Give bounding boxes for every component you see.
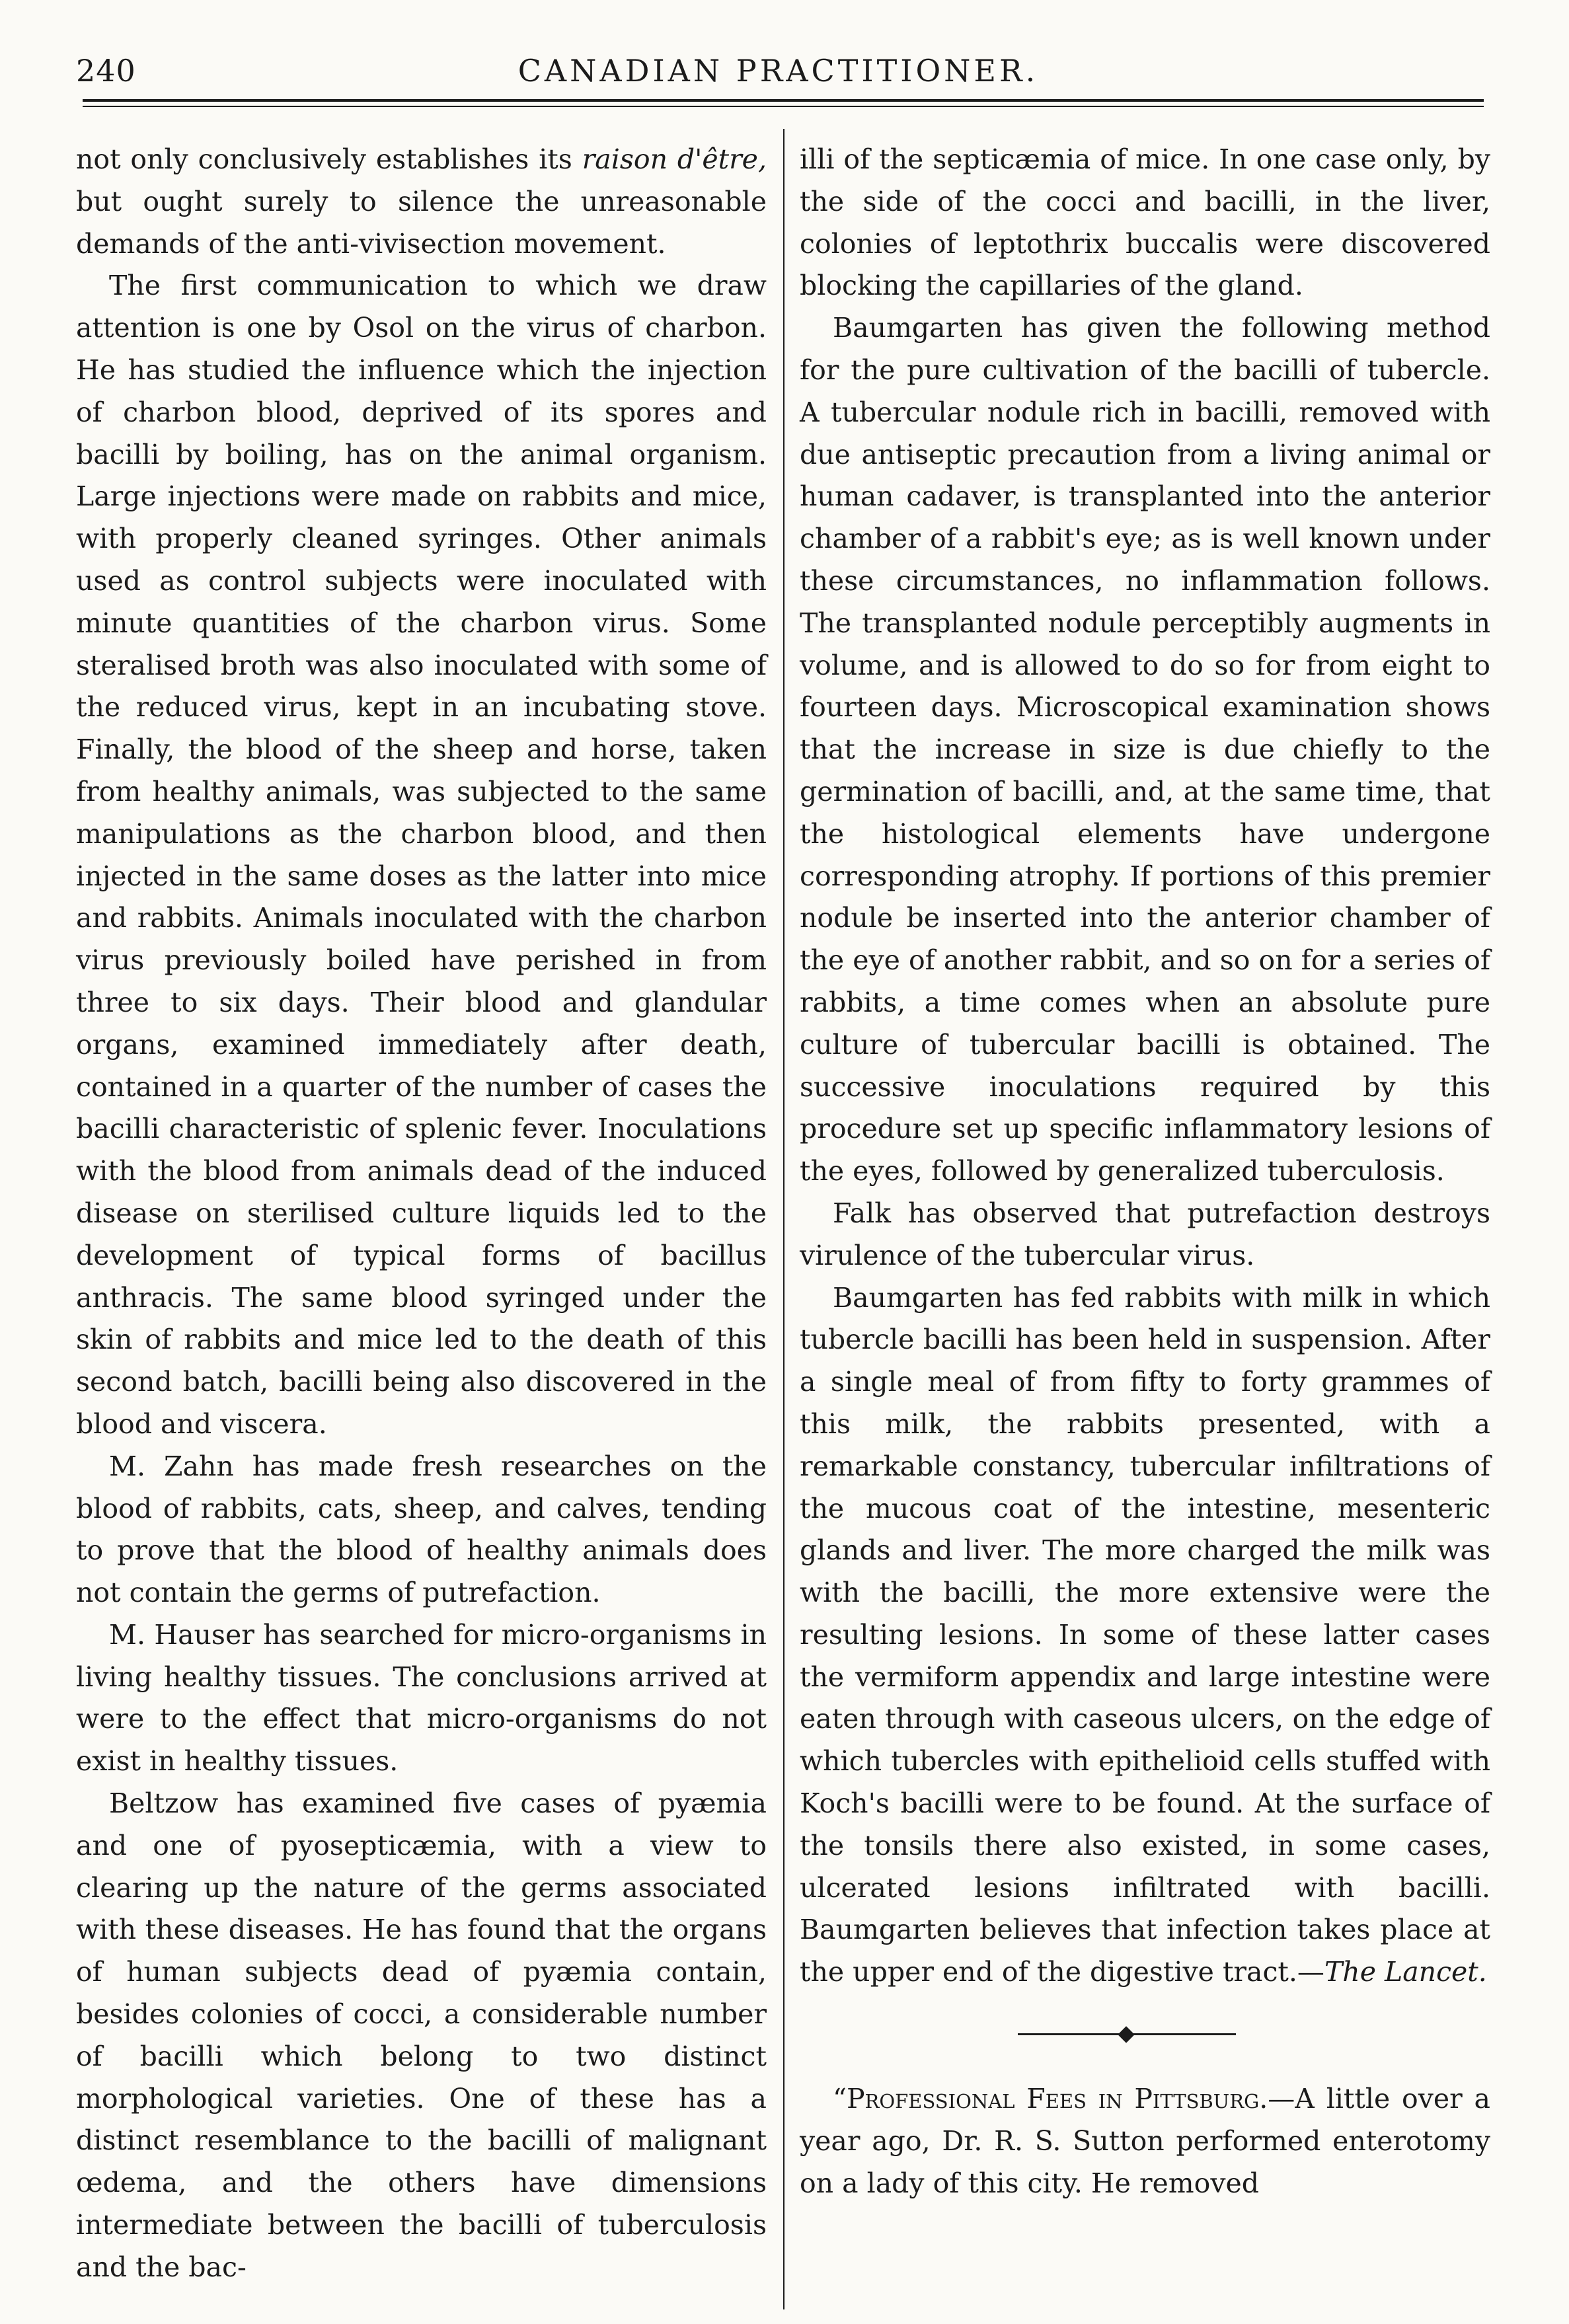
paragraph-falk: Falk has observed that putrefaction destroys virulence of the tubercular virus. xyxy=(800,1197,1490,1271)
page-number: 240 xyxy=(76,53,136,89)
source-citation: The Lancet. xyxy=(1324,1956,1487,1988)
section-heading: “Professional Fees in Pittsburg. xyxy=(833,2083,1268,2115)
paragraph-osol: The first communication to which we draw attention is one by Osol on the virus of charbon. He has studied the influence which the injection of charbon blood, deprived of its spores and bacilli by boiling, has on the animal organism. Large injections were made on rabbits and mice, with properly cleaned syringes. Other animals used as control subjects were inoculated with minute quantities of the charbon virus. Some steralised broth was also inoculated with some of the reduced virus, kept in an incubating stove. Finally, the blood of the sheep and horse, taken from healthy animals, was subjected to the same manipulations as the charbon blood, and then injected in the same doses as the latter into mice and rabbits. Animals inoculated with the charbon virus previously boiled have perished in from three to six days. Their blood and glandular organs, examined immediately after death, contained in a quarter of the number of cases the bacilli characteristic of splenic fever. Inoculations with the blood from animals dead of the induced disease on sterilised culture liquids led to the development of typical forms of bacillus anthracis. The same blood syringed under the skin of rabbits and mice led to the death of this second batch, bacilli being also discovered in the blood and viscera. xyxy=(76,270,767,1440)
header-rule-thick xyxy=(83,99,1484,102)
separator-ornament xyxy=(1118,2026,1134,2043)
paragraph-baumgarten-method: Baumgarten has given the following method for the pure cultivation of the bacilli of tubercle. A tubercular nodule rich in bacilli, removed with due antiseptic precaution from a living animal or human cadaver, is transplanted into the anterior chamber of a rabbit's eye; as is well known under these circumstances, no inflammation follows. The transplanted nodule perceptibly augments in volume, and is allowed to do so for from eight to fourteen days. Microscopical examination shows that the increase in size is due chiefly to the germination of bacilli, and, at the same time, that the histological elements have undergone corresponding atrophy. If portions of this premier nodule be inserted into the anterior chamber of the eye of another rabbit, and so on for a series of rabbits, a time comes when an absolute pure culture of tubercular bacilli is obtained. The successive inoculations required by this procedure set up specific inflammatory lesions of the eyes, followed by generalized tuberculosis. xyxy=(800,312,1490,1187)
section-separator xyxy=(800,1994,1490,2078)
paragraph-professional-fees xyxy=(800,2078,1490,2204)
paragraph-continuation xyxy=(76,139,767,265)
paragraph-baumgarten-milk xyxy=(800,1277,1490,1994)
header-rule-thin xyxy=(83,106,1484,107)
paragraph-text: not only conclusively establishes its xyxy=(76,143,582,175)
paragraph-text: —A little over a year ago, Dr. R. S. Sutton performed enterotomy on a lady of this city. He removed xyxy=(800,2083,1490,2199)
column-divider xyxy=(783,129,785,2309)
page-header xyxy=(69,41,1487,100)
italic-phrase: raison d'être, xyxy=(582,143,767,175)
paragraph-hauser: M. Hauser has searched for micro-organisms in living healthy tissues. The conclusions arrived at were to the effect that micro-organisms do not exist in healthy tissues. xyxy=(76,1618,767,1778)
paragraph-text: Baumgarten has fed rabbits with milk in which tubercle bacilli has been held in suspension. After a single meal of from fifty to forty grammes of this milk, the rabbits presented, with a remarkable constancy, tubercular infiltrations of the mucous coat of the intestine, mesenteric glands and liver. The more charged the milk was with the bacilli, the more extensive were the resulting lesions. In some of these latter cases the vermiform appendix and large intestine were eaten through with caseous ulcers, on the edge of which tubercles with epithelioid cells stuffed with Koch's bacilli were to be found. At the surface of the tonsils there also existed, in some cases, ulcerated lesions infiltrated with bacilli. Baumgarten believes that infection takes place at the upper end of the digestive tract.— xyxy=(800,1281,1490,1988)
paragraph-zahn: M. Zahn has made fresh researches on the blood of rabbits, cats, sheep, and calves, tending to prove that the blood of healthy animals does not contain the germs of putrefaction. xyxy=(76,1450,767,1609)
paragraph-text: but ought surely to silence the unreasonable demands of the anti-vivisection movement. xyxy=(76,185,767,260)
paragraph-beltzow: Beltzow has examined five cases of pyæmia and one of pyosepticæmia, with a view to clearing up the nature of the germs associated with these diseases. He has found that the organs of human subjects dead of pyæmia contain, besides colonies of cocci, a considerable number of bacilli which belong to two distinct morphological varieties. One of these has a distinct resemblance to the bacilli of malignant œdema, and the others have dimensions intermediate between the bacilli of tuberculosis and the bac- xyxy=(76,1787,767,2283)
left-column xyxy=(76,139,767,2289)
right-column xyxy=(800,139,1490,2204)
paragraph-continuation: illi of the septicæmia of mice. In one case only, by the side of the cocci and bacilli, in the liver, colonies of leptothrix buccalis were discovered blocking the capillaries of the gland. xyxy=(800,143,1490,302)
journal-title: CANADIAN PRACTITIONER. xyxy=(517,53,1039,89)
